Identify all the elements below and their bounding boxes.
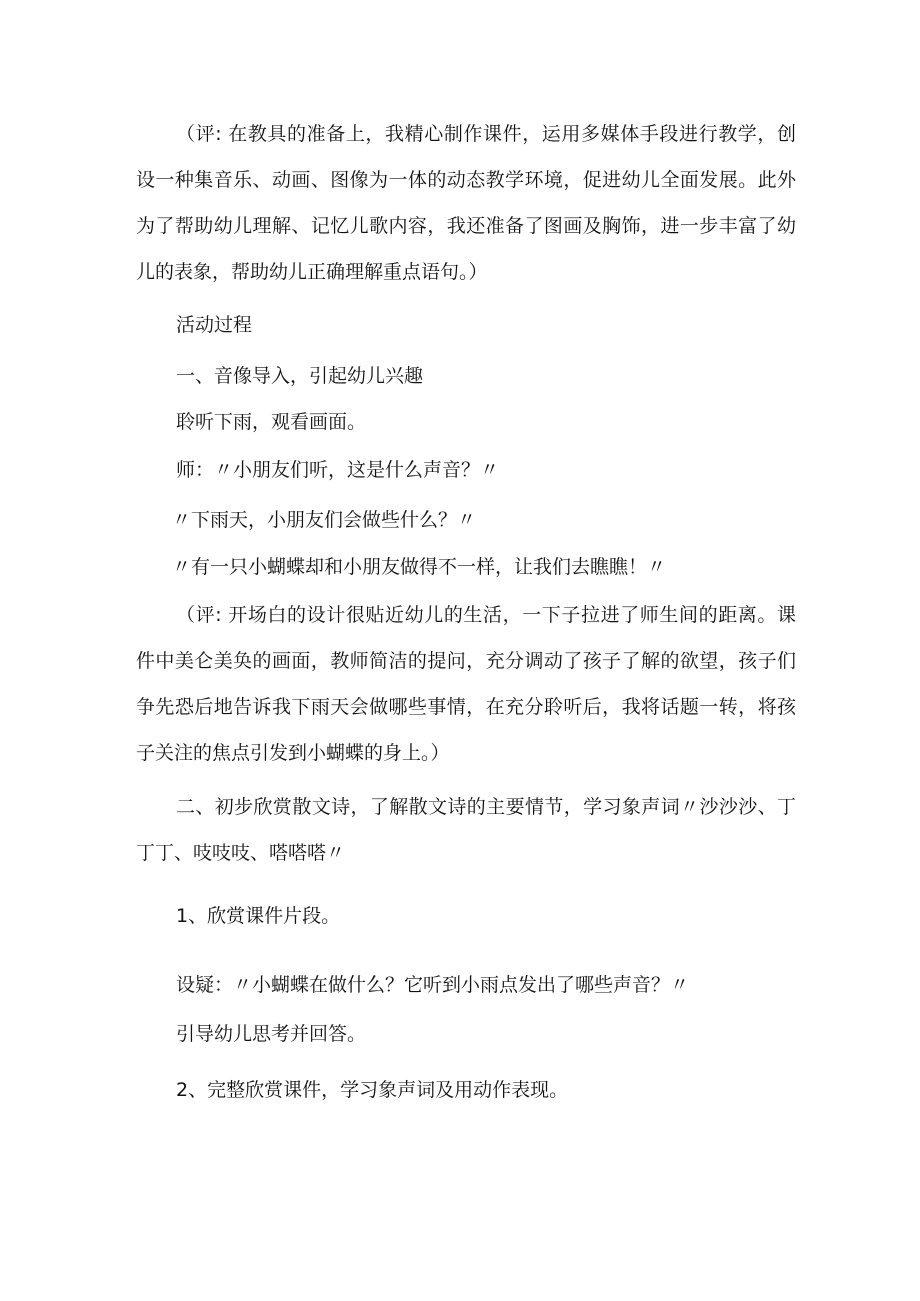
question-line: 设疑：〃小蝴蝶在做什么？它听到小雨点发出了哪些声音？〃	[176, 974, 690, 996]
sub-step-1: 1、欣赏课件片段。	[176, 905, 341, 927]
teacher-dialogue-2: 〃下雨天，小朋友们会做些什么？〃	[172, 509, 477, 531]
guidance-line: 引导幼儿思考并回答。	[176, 1023, 367, 1045]
section-heading-activity-process: 活动过程	[176, 314, 253, 336]
teacher-dialogue-1: 师：〃小朋友们听，这是什么声音？〃	[176, 459, 500, 481]
sub-step-2: 2、完整欣赏课件，学习象声词及用动作表现。	[176, 1079, 569, 1101]
evaluation-paragraph-2: （评: 开场白的设计很贴近幼儿的生活，一下子拉进了师生间的距离。课件中美仑美奂的画面，教师简洁的提问，充分调动了孩子了解的欲望，孩子们争先恐后地告诉我下雨天会做哪些事情，在充分聆听后，我将话题一转，将孩子关注的焦点引发到小蝴蝶的身上。）	[136, 604, 796, 764]
step-heading-1: 一、音像导入，引起幼儿兴趣	[176, 365, 424, 387]
evaluation-paragraph-1: （评: 在教具的准备上，我精心制作课件，运用多媒体手段进行教学，创设一种集音乐、动画、图像为一体的动态教学环境，促进幼儿全面发展。此外为了帮助幼儿理解、记忆儿歌内容，我还准备了图画及胸饰，进一步丰富了幼儿的表象，帮助幼儿正确理解重点语句。）	[136, 123, 796, 283]
instruction-line: 聆听下雨，观看画面。	[176, 411, 367, 433]
step-heading-2: 二、初步欣赏散文诗，了解散文诗的主要情节，学习象声词〃沙沙沙、丁丁丁、吱吱吱、嗒嗒嗒〃	[136, 796, 796, 864]
teacher-dialogue-3: 〃有一只小蝴蝶却和小朋友做得不一样，让我们去瞧瞧！〃	[172, 556, 667, 578]
